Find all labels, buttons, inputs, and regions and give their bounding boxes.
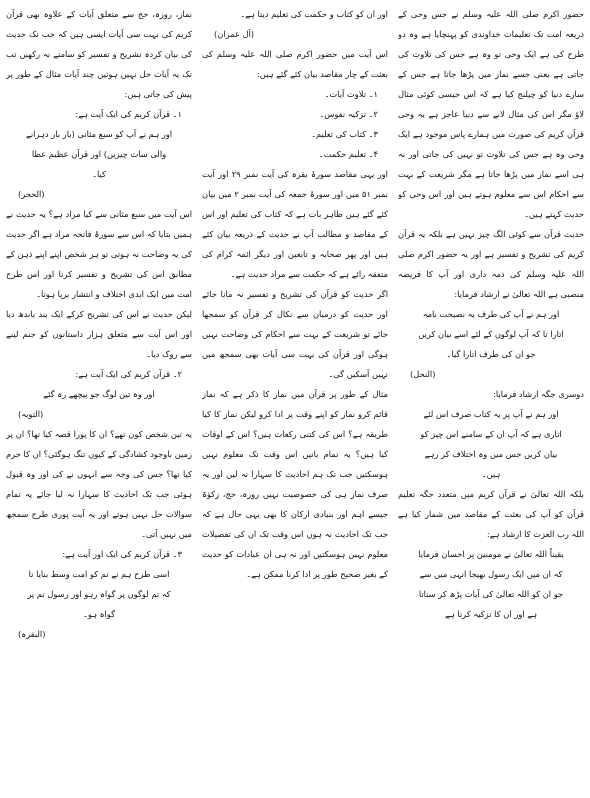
verse-citation: (آل عمران) [214, 29, 255, 39]
quoted-verse: اور ہم نے آپ کو سبع مثانی (بار بار دہرانے والی سات چیزیں) اور قرآن عظیم عطا کیا۔ [25, 129, 173, 179]
paragraph: حضور اکرم صلی اللہ علیہ وسلم نے جس وحی کے ذریعہ امت تک تعلیمات خداوندی کو پہنچایا ہے وہ دو طرح کی ہے ایک وحی تو وہ ہے جس کی تلاوت کی جاتی ہے یعنی جسے نماز میں پڑھا جاتا ہے جس کے سارے دنیا کو چیلنج کیا ہے کہ اس جیسی کوئی مثال لاؤ مگر اس کی مثال لانے سے دنیا عاجز ہے یہ وحی قرآن کریم کی صورت میں ہمارے پاس موجود ہے ایک وحی وہ ہے جس کی تلاوت تو نہیں کی جاتی اور نہ ہی اسے نماز میں پڑھا جاتا ہے مگر شریعت کے بہت سے احکام اس سے معلوم ہوتے ہیں اور اس وحی کو حدیث کہتے ہیں۔ [398, 9, 584, 219]
quoted-verse: اور ہم نے آپ پر یہ کتاب صرف اس لئے اتاری ہے کہ آپ ان کے سامنے اس چیز کو بیان کریں جس میں وہ اختلاف کر رہے ہیں۔ [420, 409, 562, 479]
paragraph: دوسری جگہ ارشاد فرمایا: [493, 389, 584, 399]
quoted-verse: اور ہم نے آپ کی طرف یہ نصیحت نامہ اتارا تا کہ آپ لوگوں کے لئے اسے بیان کریں جو ان کی طرف اتارا گیا۔ [418, 309, 564, 359]
column-left [6, 4, 192, 794]
paragraph: مثال کے طور پر قرآن میں نماز کا ذکر ہے کہ نماز قائم کرو نماز کو اپنے وقت پر ادا کرو لیکن نماز کا کیا طریقہ ہے؟ اس کی کتنی رکعات ہیں؟ اس کے اوقات کیا ہیں؟ یہ تمام باتیں اس وقت تک معلوم نہیں ہوسکتیں جب تک ہم احادیث کا سہارا نہ لیں اور یہ صرف نماز ہی کی خصوصیت نہیں روزہ، حج، زکوٰۃ جیسے اہم اور بنیادی ارکان کا بھی یہی حال ہے کہ جب تک احادیث نہ ہوں اس وقت تک ان کی تفصیلات معلوم نہیں ہوسکتیں اور نہ ہی ان عبادات کو حدیث کے بغیر صحیح طور پر ادا کرنا ممکن ہے۔ [202, 389, 388, 579]
list-item: ۳۔ کتاب کی تعلیم۔ [311, 129, 378, 139]
verse-citation: (التوبہ) [18, 409, 44, 419]
paragraph: اس آیت میں سبع مثانی سے کیا مراد ہے؟ یہ حدیث نے ہمیں بتایا کہ اس سے سورۂ فاتحہ مراد ہے اگر حدیث کی یہ وضاحت نہ ہوتی تو ہر شخص اپنے اپنے ذہن کے مطابق اس کی تشریح و تفسیر کرتا اور اس طرح امت میں ایک ابدی اختلاف و انتشار برپا ہوتا۔ [6, 209, 192, 299]
paragraph: یہ تین شخص کون تھے؟ ان کا پورا قصہ کیا تھا؟ ان پر زمین باوجود کشادگی کے کیوں تنگ ہوگئی؟ ان کا جرم کیا تھا؟ جس کی وجہ سے انہوں نے کی اور وہ قبول ہوئی جب تک احادیث کا سہارا نہ لیا جائے یہ تمام سوالات حل نہیں ہوتے اور یہ آیت پوری طرح سمجھ میں نہیں آتی۔ [6, 429, 192, 539]
list-item: ۴۔ تعلیم حکمت۔ [318, 149, 378, 159]
paragraph: اگر حدیث کو قرآن کی تشریح و تفسیر نہ مانا جائے اور حدیث کو درمیان سے نکال کر قرآن کو سمجھا جائے تو شریعت کے بہت سے احکام کی وضاحت نہیں ہوگی اور قرآن کی بہت سی آیات بھی سمجھ میں نہیں آسکیں گی۔ [202, 289, 388, 379]
column-middle [202, 4, 388, 794]
paragraph: لیکن حدیث نے اس کی تشریح کرکے ایک بند باندھ دیا اور اس آیت سے متعلق ہزار داستانوں کو جنم لینے سے روک دیا۔ [6, 309, 192, 359]
column-right [398, 4, 584, 794]
paragraph: اور ان کو کتاب و حکمت کی تعلیم دیتا ہے۔ [240, 9, 388, 19]
paragraph: اس آیت میں حضور اکرم صلی اللہ علیہ وسلم کی بعثت کے چار مقاصد بیان کئے گئے ہیں: [202, 49, 388, 79]
verse-citation: (البقرہ) [18, 629, 46, 639]
paragraph: حدیث قرآن سے کوئی الگ چیز نہیں ہے بلکہ یہ قرآن کریم کی تشریح و تفسیر ہے اور یہ حضور اکرم صلی اللہ علیہ وسلم کی ذمہ داری اور آپ کا فریضہ منصبی ہے اللہ تعالیٰ نے ارشاد فرمایا: [398, 229, 584, 299]
paragraph: اور یہی مقاصد سورۂ بقرہ کی آیت نمبر ۲۹ اور آیت نمبر ۵۱ میں اور سورۂ جمعہ کی آیت نمبر ۲ میں بیان کئے گئے ہیں ظاہر بات ہے کہ کتاب کی تعلیم اور اس کے مقاصد و مطالب آپ نے حدیث کے ذریعہ بیان کئے ہیں اور پھر صحابہ و تابعین اور دیگر ائمہ کرام کی متفقہ رائے ہے کہ حکمت سے مراد حدیث ہے۔ [202, 169, 388, 279]
quoted-verse: اور وہ تین لوگ جو پیچھے رہ گئے [43, 389, 155, 399]
paragraph: بلکہ اللہ تعالیٰ نے قرآن کریم میں متعدد جگہ تعلیم قرآن کو آپ کی بعثت کے مقاصد میں شمار کیا ہے اللہ رب العزت کا ارشاد ہے: [398, 489, 584, 539]
list-item: ۲۔ تزکیہ نفوس۔ [319, 109, 378, 119]
list-item: ۳۔ قرآن کریم کی ایک اور آیت ہے: [62, 549, 182, 559]
list-item: ۱۔ قرآن کریم کی ایک آیت ہے: [75, 109, 182, 119]
verse-citation: (الحجر) [18, 189, 45, 199]
list-item: ۲۔ قرآن کریم کی ایک آیت ہے: [75, 369, 182, 379]
list-item: ۱۔ تلاوت آیات۔ [324, 89, 378, 99]
verse-citation: (النحل) [410, 369, 436, 379]
paragraph: نماز، روزہ، حج سے متعلق آیات کے علاوہ بھی قرآن کریم کی بہت سی آیات ایسی ہیں کہ جب تک حدیث کی بیان کردہ تشریح و تفسیر کو سامنے نہ رکھیں تب تک یہ آیات حل نہیں ہوتیں چند آیات مثال کے طور پر پیش کی جاتی ہیں: [6, 9, 192, 99]
quoted-verse: اسی طرح ہم نے تم کو امت وسط بنایا تا کہ تم لوگوں پر گواہ رہو اور رسول تم پر گواہ ہو۔ [27, 569, 171, 619]
quoted-verse: یقیناً اللہ تعالیٰ نے مومنین پر احسان فرمایا کہ ان میں ایک رسول بھیجا انہی میں سے جو ان کو اللہ تعالیٰ کی آیات پڑھ کر سناتا ہے اور ان کا تزکیہ کرتا ہے [418, 549, 564, 619]
